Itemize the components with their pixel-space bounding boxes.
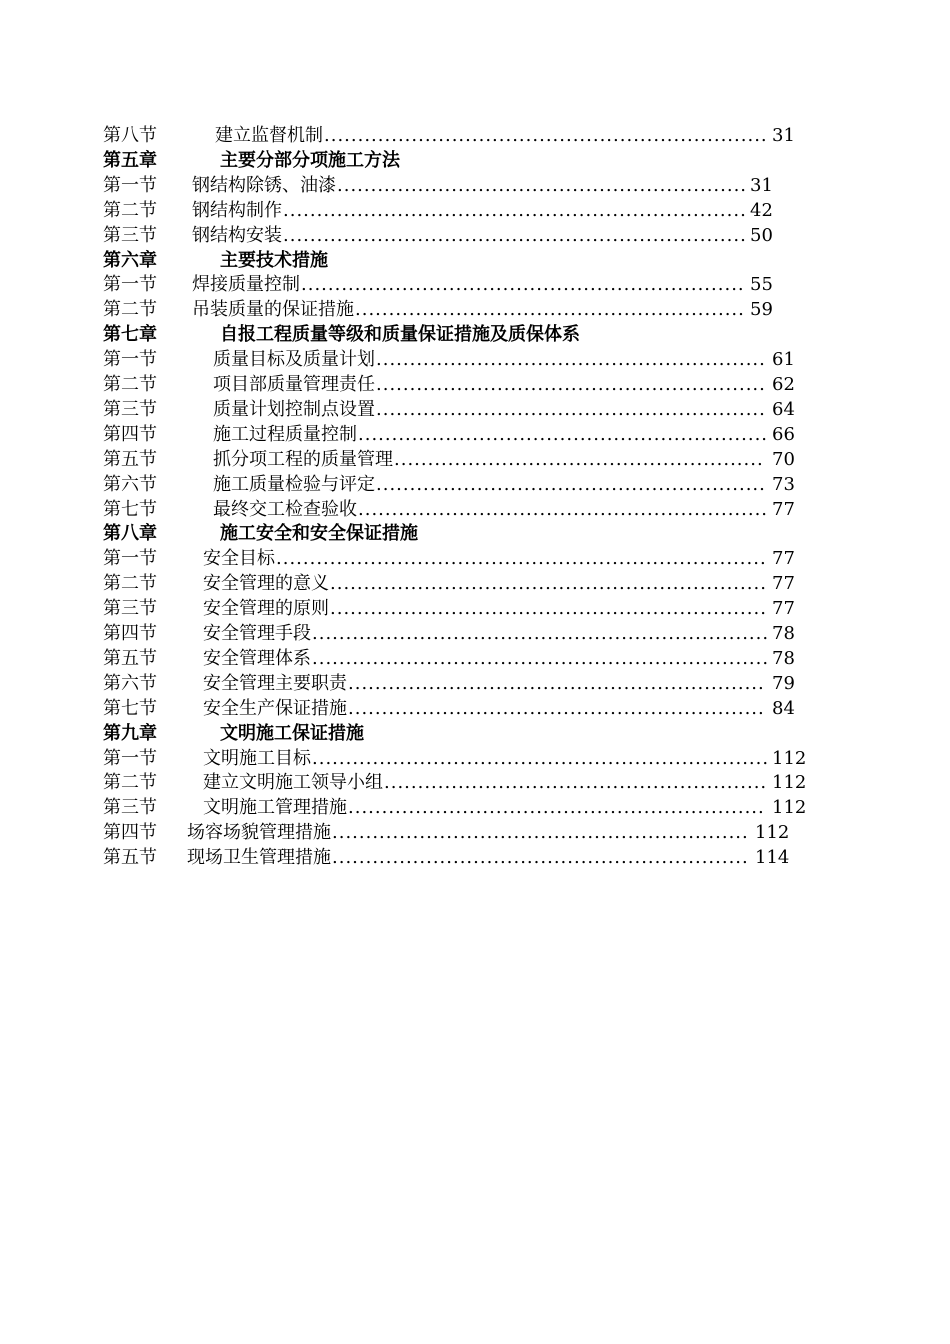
toc-dot-leader: .........................................................	[384, 772, 768, 794]
toc-title: 质量计划控制点设置	[213, 398, 375, 420]
toc-label: 第一节	[103, 274, 157, 296]
toc-label: 第五节	[103, 647, 157, 669]
toc-title: 文明施工保证措施	[220, 722, 364, 744]
toc-title: 主要分部分项施工方法	[220, 149, 400, 171]
toc-page-number: 31	[772, 125, 795, 146]
toc-dot-leader: .......................................................	[394, 448, 764, 470]
toc-title: 质量目标及质量计划	[213, 349, 375, 371]
toc-label: 第六节	[103, 473, 157, 495]
toc-title: 场容场貌管理措施	[187, 822, 331, 844]
toc-dot-leader: ....................................................................	[312, 747, 770, 769]
toc-label: 第六章	[103, 249, 157, 271]
toc-page-number: 73	[772, 473, 795, 495]
toc-dot-leader: ..........................................................	[376, 398, 766, 420]
toc-dot-leader: .................................................................	[330, 573, 767, 595]
toc-page-number: 78	[772, 623, 795, 644]
toc-dot-leader: ..............................................................	[348, 672, 765, 694]
toc-dot-leader: ..................................................................	[324, 125, 768, 146]
toc-dot-leader: ..........................................................	[376, 349, 766, 371]
toc-dot-leader: ..........................................................	[376, 374, 766, 395]
toc-title: 安全生产保证措施	[203, 697, 347, 719]
toc-dot-leader: .........................................................................	[276, 548, 767, 570]
toc-dot-leader: ....................................................................	[312, 647, 770, 669]
toc-title: 现场卫生管理措施	[187, 847, 331, 869]
toc-page-number: 77	[772, 498, 795, 520]
toc-label: 第三节	[103, 224, 157, 246]
toc-title: 安全管理主要职责	[203, 672, 347, 694]
toc-title: 钢结构除锈、油漆	[192, 174, 336, 196]
toc-label: 第二节	[103, 199, 157, 221]
toc-page-number: 112	[772, 797, 807, 819]
toc-title: 最终交工检查验收	[213, 498, 357, 520]
toc-dot-leader: .............................................................	[358, 498, 769, 520]
toc-label: 第一节	[103, 349, 157, 371]
toc-dot-leader: .............................................................	[358, 423, 769, 445]
toc-dot-leader: ..........................................................	[376, 473, 766, 495]
toc-label: 第五节	[103, 448, 157, 470]
toc-title: 施工安全和安全保证措施	[220, 523, 418, 545]
toc-page-number: 78	[772, 647, 795, 669]
toc-title: 安全管理手段	[203, 623, 311, 644]
toc-label: 第七节	[103, 697, 157, 719]
toc-label: 第三节	[103, 797, 157, 819]
toc-title: 抓分项工程的质量管理	[213, 448, 393, 470]
toc-title: 主要技术措施	[220, 249, 328, 271]
toc-title: 焊接质量控制	[192, 274, 300, 296]
toc-page-number: 77	[772, 598, 795, 620]
toc-title: 安全管理体系	[203, 647, 311, 669]
toc-title: 项目部质量管理责任	[213, 374, 375, 395]
toc-title: 吊装质量的保证措施	[192, 299, 354, 321]
toc-dot-leader: .............................................................	[337, 174, 748, 196]
toc-title: 钢结构制作	[192, 199, 282, 221]
toc-page-number: 112	[772, 772, 807, 794]
toc-label: 第七章	[103, 324, 157, 346]
toc-label: 第七节	[103, 498, 157, 520]
toc-label: 第八章	[103, 523, 157, 545]
toc-title: 安全管理的意义	[203, 573, 329, 595]
toc-page-number: 70	[772, 448, 795, 470]
toc-title: 施工过程质量控制	[213, 423, 357, 445]
toc-title: 安全目标	[203, 548, 275, 570]
toc-label: 第一节	[103, 747, 157, 769]
toc-page-number: 62	[772, 374, 795, 395]
toc-title: 建立监督机制	[215, 125, 323, 146]
toc-dot-leader: ..............................................................	[348, 697, 765, 719]
toc-dot-leader: ..............................................................	[348, 797, 765, 819]
toc-dot-leader: .....................................................................	[283, 199, 747, 221]
toc-label: 第八节	[103, 125, 157, 146]
toc-dot-leader: .....................................................................	[283, 224, 747, 246]
toc-label: 第五节	[103, 847, 157, 869]
toc-title: 文明施工管理措施	[203, 797, 347, 819]
toc-label: 第一节	[103, 174, 157, 196]
toc-label: 第四节	[103, 623, 157, 644]
toc-label: 第二节	[103, 772, 157, 794]
toc-page-number: 77	[772, 573, 795, 595]
toc-dot-leader: .................................................................	[330, 598, 767, 620]
toc-label: 第六节	[103, 672, 157, 694]
toc-page-number: 79	[772, 672, 795, 694]
toc-page-number: 84	[772, 697, 795, 719]
toc-title: 钢结构安装	[192, 224, 282, 246]
toc-title: 施工质量检验与评定	[213, 473, 375, 495]
toc-page-number: 59	[750, 299, 773, 321]
toc-page-number: 42	[750, 199, 773, 221]
toc-title: 建立文明施工领导小组	[203, 772, 383, 794]
toc-page-number: 55	[750, 274, 773, 296]
toc-title: 安全管理的原则	[203, 598, 329, 620]
toc-dot-leader: ..................................................................	[301, 274, 745, 296]
toc-label: 第二节	[103, 299, 157, 321]
toc-dot-leader: ..............................................................	[332, 822, 749, 844]
toc-dot-leader: ..........................................................	[355, 299, 745, 321]
toc-label: 第九章	[103, 722, 157, 744]
toc-label: 第三节	[103, 398, 157, 420]
toc-label: 第二节	[103, 374, 157, 395]
toc-page-number: 64	[772, 398, 795, 420]
toc-page-number: 61	[772, 349, 795, 371]
toc-label: 第四节	[103, 822, 157, 844]
toc-page-number: 66	[772, 423, 795, 445]
toc-label: 第一节	[103, 548, 157, 570]
toc-page-number: 77	[772, 548, 795, 570]
toc-label: 第三节	[103, 598, 157, 620]
toc-label: 第二节	[103, 573, 157, 595]
toc-label: 第四节	[103, 423, 157, 445]
toc-label: 第五章	[103, 149, 157, 171]
toc-page-number: 50	[750, 224, 773, 246]
toc-page-number: 114	[755, 847, 790, 869]
toc-page-number: 31	[750, 174, 773, 196]
toc-dot-leader: ..............................................................	[332, 847, 749, 869]
toc-page-number: 112	[755, 822, 790, 844]
toc-title: 文明施工目标	[203, 747, 311, 769]
toc-page-number: 112	[772, 747, 807, 769]
toc-title: 自报工程质量等级和质量保证措施及质保体系	[220, 324, 580, 346]
toc-dot-leader: ....................................................................	[312, 623, 770, 644]
